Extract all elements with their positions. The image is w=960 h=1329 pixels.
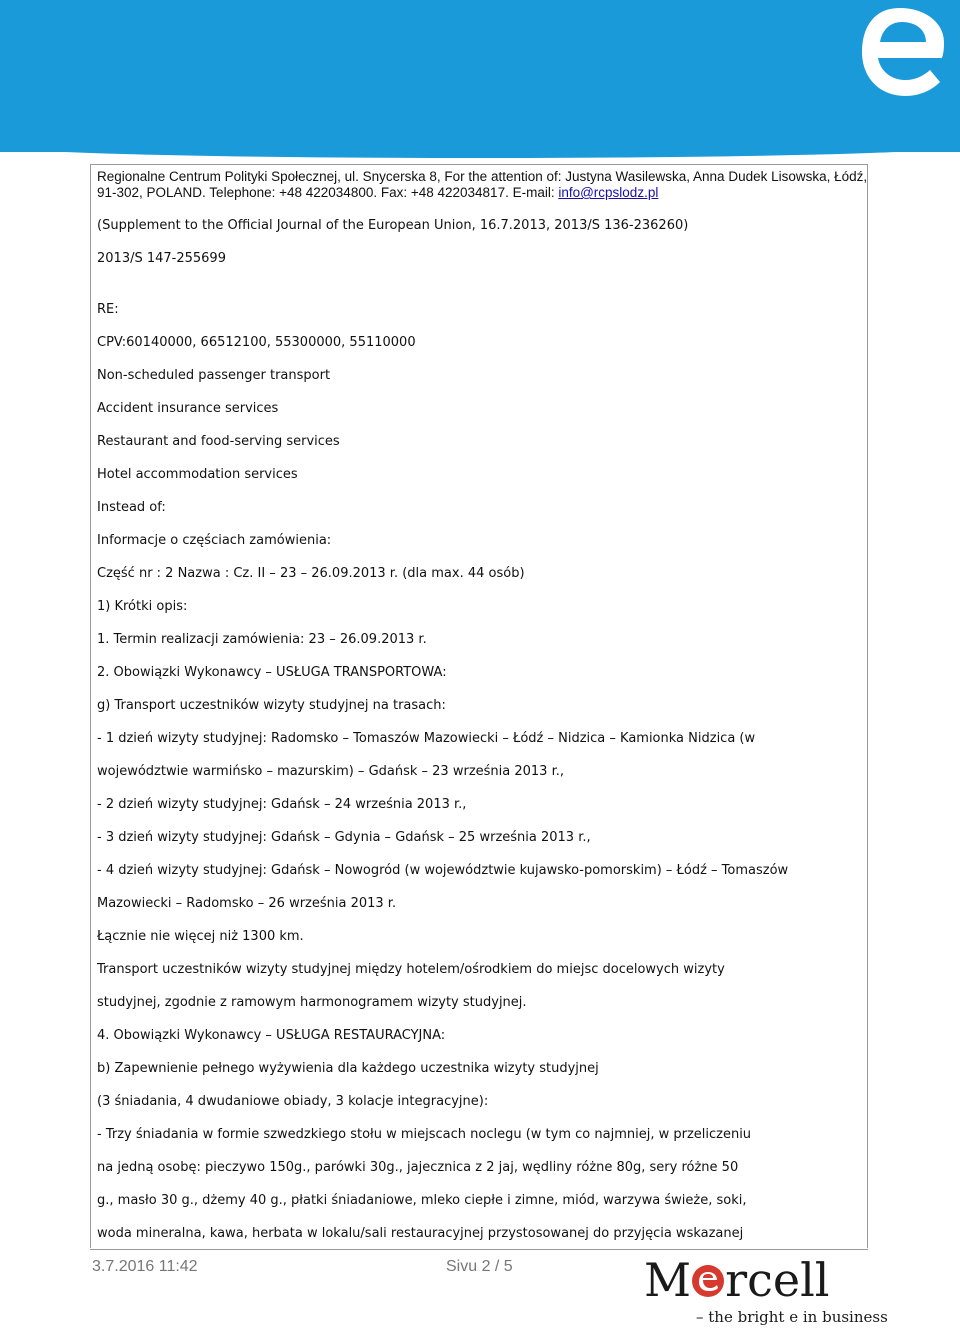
body-line: na jedną osobę: pieczywo 150g., parówki 30g., jajecznica z 2 jaj, wędliny różne 80g, sery różne 50 <box>97 1160 739 1175</box>
body-line: g., masło 30 g., dżemy 40 g., płatki śniadaniowe, mleko ciepłe i zimne, miód, warzywa świeże, soki, <box>97 1193 747 1208</box>
cpv-item: Restaurant and food-serving services <box>97 434 340 449</box>
address-line-2-text: 91-302, POLAND. Telephone: +48 422034800. Fax: +48 422034817. E-mail: <box>97 185 559 200</box>
email-link[interactable]: info@rcpslodz.pl <box>558 185 659 200</box>
body-line: - 1 dzień wizyty studyjnej: Radomsko – Tomaszów Mazowiecki – Łódź – Nidzica – Kamionka Nidzica (w <box>97 731 756 746</box>
body-line: woda mineralna, kawa, herbata w lokalu/sali restauracyjnej przystosowanej do przyjęcia wskazanej <box>97 1226 744 1241</box>
brand-suffix: rcell <box>725 1253 830 1307</box>
brand-logo <box>644 1252 888 1328</box>
brand-tagline: – the bright e in business <box>696 1308 888 1326</box>
instead-of-label: Instead of: <box>97 500 166 515</box>
cpv-item: Non-scheduled passenger transport <box>97 368 331 383</box>
body-line: 4. Obowiązki Wykonawcy – USŁUGA RESTAURACYJNA: <box>97 1028 446 1043</box>
body-line: 2. Obowiązki Wykonawcy – USŁUGA TRANSPORTOWA: <box>97 665 447 680</box>
footer-date: 3.7.2016 11:42 <box>92 1258 198 1275</box>
body-line: Transport uczestników wizyty studyjnej między hotelem/ośrodkiem do miejsc docelowych wizyty <box>97 962 725 977</box>
body-line: 1) Krótki opis: <box>97 599 188 614</box>
body-line: Mazowiecki – Radomsko – 26 września 2013 r. <box>97 896 397 911</box>
body-line: g) Transport uczestników wizyty studyjnej na trasach: <box>97 698 446 713</box>
body-line: Informacje o częściach zamówienia: <box>97 533 332 548</box>
marcell-e-icon <box>850 0 950 110</box>
cpv-item: Accident insurance services <box>97 401 279 416</box>
body-line: - 3 dzień wizyty studyjnej: Gdańsk – Gdynia – Gdańsk – 25 września 2013 r., <box>97 830 591 845</box>
footer-page-number: Sivu 2 / 5 <box>446 1258 513 1275</box>
address-line-2 <box>97 185 658 201</box>
body-line: (3 śniadania, 4 dwudaniowe obiady, 3 kolacje integracyjne): <box>97 1094 489 1109</box>
body-line: województwie warmińsko – mazurskim) – Gdańsk – 23 września 2013 r., <box>97 764 564 779</box>
re-label: RE: <box>97 302 119 317</box>
brand-name <box>644 1252 830 1308</box>
document-content <box>90 164 868 1248</box>
body-line: Część nr : 2 Nazwa : Cz. II – 23 – 26.09.2013 r. (dla max. 44 osób) <box>97 566 525 581</box>
marcell-e-icon <box>691 1264 725 1298</box>
footer-divider <box>90 1249 868 1250</box>
body-line: 1. Termin realizacji zamówienia: 23 – 26.09.2013 r. <box>97 632 427 647</box>
body-line: b) Zapewnienie pełnego wyżywienia dla każdego uczestnika wizyty studyjnej <box>97 1061 599 1076</box>
notice-reference: 2013/S 147-255699 <box>97 251 226 266</box>
body-line: - Trzy śniadania w formie szwedzkiego stołu w miejscach noclegu (w tym co najmniej, w przeliczeniu <box>97 1127 752 1142</box>
body-line: studyjnej, zgodnie z ramowym harmonogramem wizyty studyjnej. <box>97 995 527 1010</box>
body-line: - 4 dzień wizyty studyjnej: Gdańsk – Nowogród (w województwie kujawsko-pomorskim) – Łódź – Tomaszów <box>97 863 789 878</box>
body-line: - 2 dzień wizyty studyjnej: Gdańsk – 24 września 2013 r., <box>97 797 467 812</box>
cpv-codes: CPV:60140000, 66512100, 55300000, 55110000 <box>97 335 416 350</box>
cpv-item: Hotel accommodation services <box>97 467 298 482</box>
supplement-reference: (Supplement to the Official Journal of the European Union, 16.7.2013, 2013/S 136-236260) <box>97 218 689 233</box>
address-line-1: Regionalne Centrum Polityki Społecznej, ul. Snycerska 8, For the attention of: Justyna Wasilewska, Anna Dudek Lisowska, Łódź, <box>97 169 868 184</box>
brand-prefix: M <box>644 1253 692 1307</box>
body-line: Łącznie nie więcej niż 1300 km. <box>97 929 304 944</box>
top-banner <box>0 0 960 152</box>
